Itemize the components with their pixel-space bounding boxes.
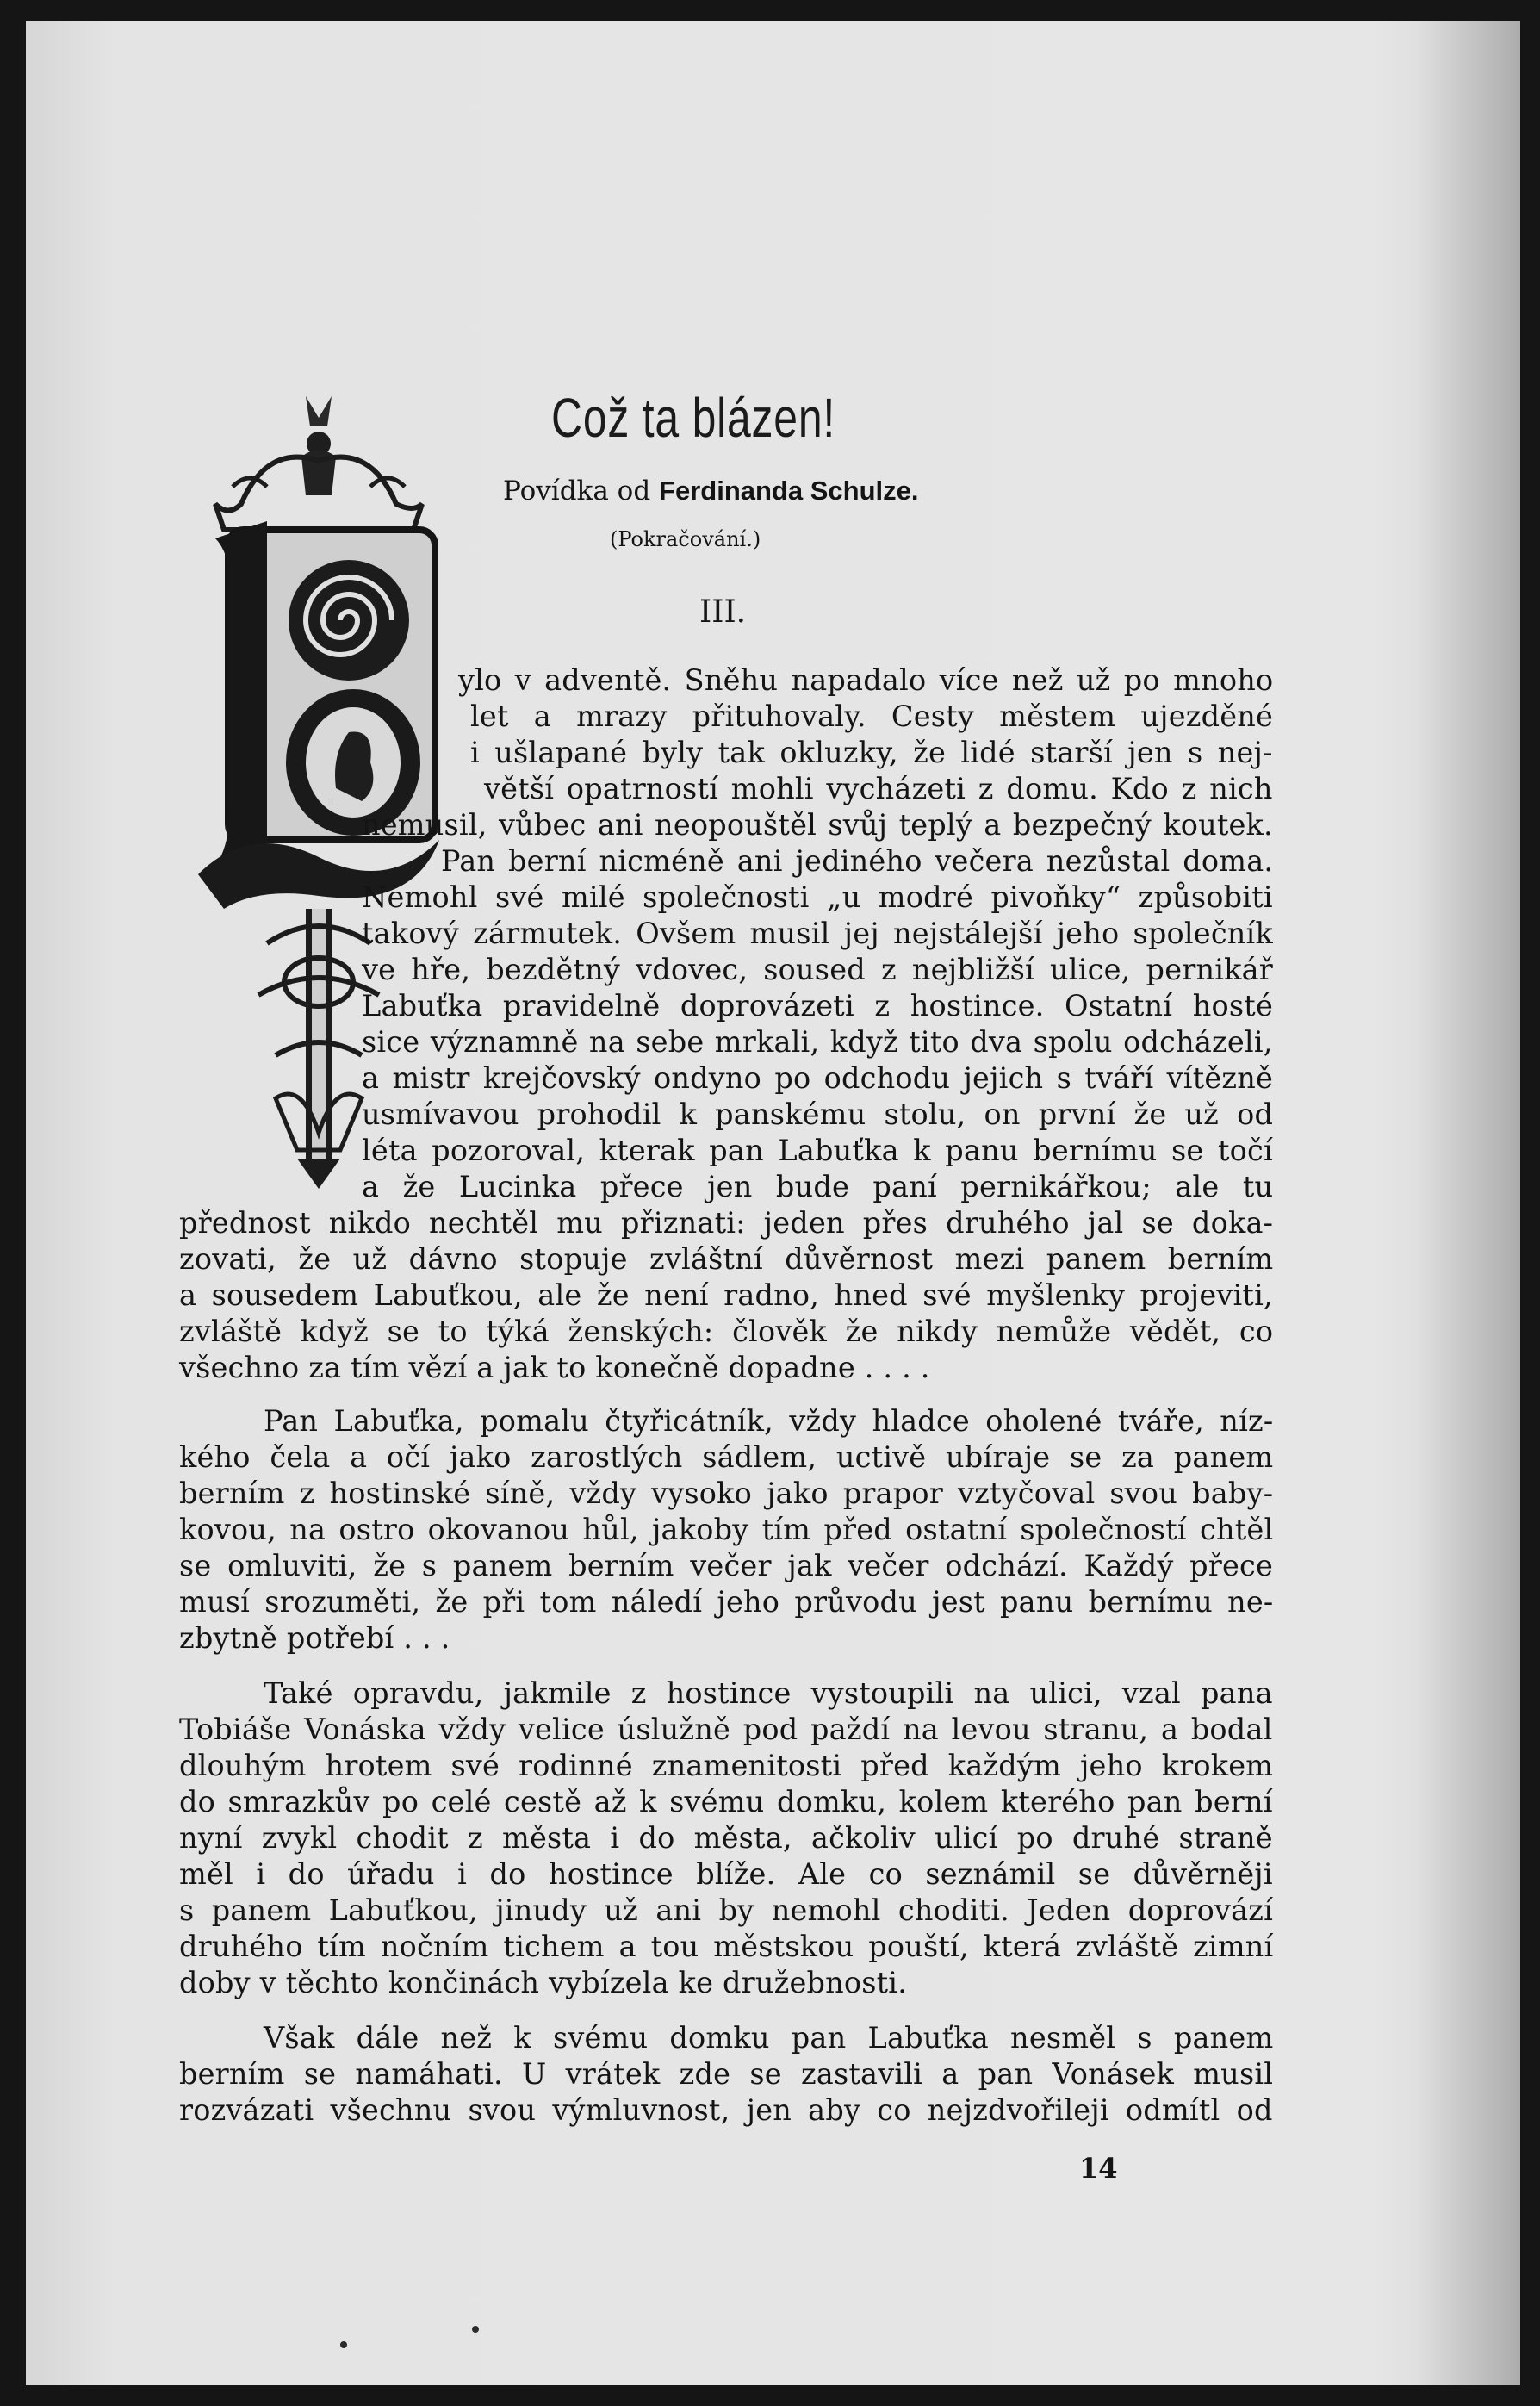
text-line: let a mrazy přituhovaly. Cesty městem ujezděné <box>470 699 1274 733</box>
text-line: přednost nikdo nechtěl mu přiznati: jeden přes druhého jal se doka- <box>179 1206 1274 1240</box>
text-line: takový zármutek. Ovšem musil jej nejstálejší jeho společník <box>362 917 1273 950</box>
text-line: Pan berní nicméně ani jediného večera nezůstal doma. <box>441 844 1274 878</box>
page-number: 14 <box>1079 2152 1118 2185</box>
text-line: se omluviti, že s panem berním večer jak večer odchází. Každý přece <box>179 1549 1274 1582</box>
text-line: sice významně na sebe mrkali, když tito dva spolu odcházeli, <box>362 1025 1273 1059</box>
text-line: kovou, na ostro okovanou hůl, jakoby tím před ostatní společností chtěl <box>179 1513 1274 1546</box>
text-line: Však dále než k svému domku pan Labuťka nesměl s panem <box>264 2021 1274 2055</box>
text-line: měl i do úřadu i do hostince blíže. Ale co seznámil se důvěrněji <box>179 1857 1273 1891</box>
byline-prefix: Povídka od <box>503 476 651 507</box>
scan-dust <box>340 2341 347 2348</box>
text-line: léta pozoroval, kterak pan Labuťka k panu bernímu se točí <box>362 1134 1273 1167</box>
text-line: berním se namáhati. U vrátek zde se zastavili a pan Vonásek musil <box>179 2057 1274 2091</box>
story-byline <box>503 476 918 507</box>
text-line: usmívavou prohodil k panskému stolu, on první že už od <box>362 1097 1274 1131</box>
text-line: do smrazkův po celé cestě až k svému domku, kolem kterého pan berní <box>179 1785 1273 1818</box>
story-title: Což ta blázen! <box>551 387 836 449</box>
text-line: rozvázati všechnu svou výmluvnost, jen aby co nejzdvořileji odmítl od <box>179 2093 1273 2127</box>
text-line: druhého tím nočním tichem a tou městskou pouští, která zvláště zimní <box>179 1930 1274 1963</box>
text-line: všechno za tím vězí a jak to konečně dopadne . . . . <box>179 1351 930 1384</box>
text-line: musí srozuměti, že při tom náledí jeho průvodu jest panu bernímu ne- <box>179 1585 1274 1619</box>
text-line: kého čela a očí jako zarostlých sádlem, uctivě ubíraje se za panem <box>179 1440 1274 1474</box>
text-line: Tobiáše Vonáska vždy velice úslužně pod paždí na levou stranu, a bodal <box>179 1713 1273 1746</box>
page-edge-shadow <box>1417 21 1520 2385</box>
text-line: Labuťka pravidelně doprovázeti z hostince. Ostatní hosté <box>362 989 1273 1023</box>
text-line: a mistr krejčovský ondyno po odchodu jejich s tváří vítězně <box>362 1061 1274 1095</box>
chapter-number: III. <box>699 594 747 630</box>
text-line: dlouhým hrotem své rodinné znamenitosti před každým jeho krokem <box>179 1749 1274 1782</box>
text-line: i ušlapané byly tak okluzky, že lidé starší jen s nej- <box>470 736 1273 769</box>
text-line: zbytně potřebí . . . <box>179 1621 450 1655</box>
text-line: a sousedem Labuťkou, ale že není radno, hned své myšlenky projeviti, <box>179 1278 1273 1312</box>
text-line: s panem Labuťkou, jinudy už ani by nemohl choditi. Jeden doprovází <box>179 1893 1274 1927</box>
text-line: berním z hostinské síně, vždy vysoko jako prapor vztyčoval svou baby- <box>179 1477 1274 1510</box>
text-line: Nemohl své milé společnosti „u modré pivoňky“ způsobiti <box>362 880 1273 914</box>
text-line: a že Lucinka přece jen bude paní pernikářkou; ale tu <box>362 1170 1274 1203</box>
text-line: nyní zvykl chodit z města i do města, ačkoliv ulicí po druhé straně <box>179 1821 1273 1855</box>
text-line: nemusil, vůbec ani neopouštěl svůj teplý a bezpečný koutek. <box>362 808 1273 842</box>
text-line: ylo v adventě. Sněhu napadalo více než už po mnoho <box>458 663 1274 697</box>
text-line: zovati, že už dávno stopuje zvláštní důvěrnost mezi panem berním <box>179 1242 1274 1276</box>
text-line: ve hře, bezdětný vdovec, soused z nejbližší ulice, pernikář <box>362 953 1274 986</box>
text-line: Pan Labuťka, pomalu čtyřicátník, vždy hladce oholené tváře, níz- <box>264 1404 1274 1438</box>
scan-dust <box>472 2326 479 2333</box>
text-line: Také opravdu, jakmile z hostince vystoupili na ulici, vzal pana <box>264 1676 1273 1710</box>
continuation-note: (Pokračování.) <box>610 527 761 551</box>
text-line: větší opatrností mohli vycházeti z domu. Kdo z nich <box>484 772 1273 805</box>
author-name: Ferdinanda Schulze. <box>659 476 919 506</box>
initial-letter: B <box>327 799 334 808</box>
text-line: zvláště když se to týká ženských: člověk že nikdy nemůže vědět, co <box>179 1315 1274 1348</box>
text-line: doby v těchto končinách vybízela ke družebnosti. <box>179 1966 908 1999</box>
